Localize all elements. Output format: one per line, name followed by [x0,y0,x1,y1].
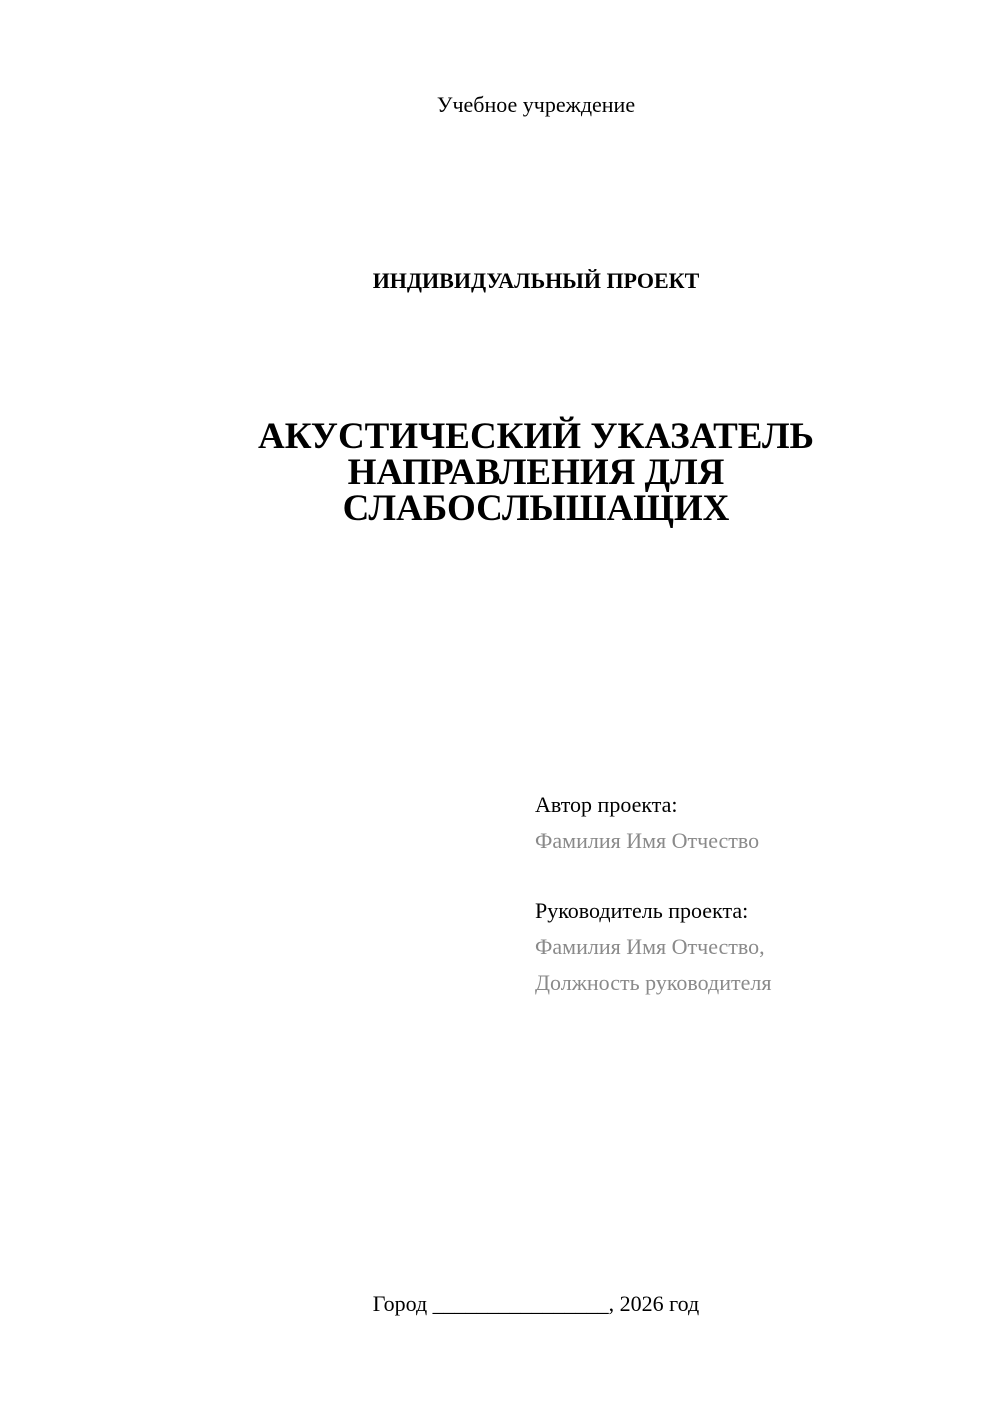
project-type: ИНДИВИДУАЛЬНЫЙ ПРОЕКТ [372,268,700,293]
title-line: АКУСТИЧЕСКИЙ УКАЗАТЕЛЬ [257,416,814,457]
title-line: СЛАБОСЛЫШАЩИХ [342,488,730,529]
spacer [535,859,771,893]
project-title [0,416,1000,529]
supervisor-label: Руководитель проекта: [535,898,749,923]
author-name-placeholder: Фамилия Имя Отчество [535,828,760,853]
project-info-block [535,787,771,1001]
city-year-line: Город ________________, 2026 год [372,1291,700,1316]
supervisor-position-placeholder: Должность руководителя [535,970,772,995]
institution-name: Учебное учреждение [436,92,636,117]
title-line: НАПРАВЛЕНИЯ ДЛЯ [347,452,725,493]
supervisor-name-placeholder: Фамилия Имя Отчество, [535,934,765,959]
author-label: Автор проекта: [535,792,678,817]
